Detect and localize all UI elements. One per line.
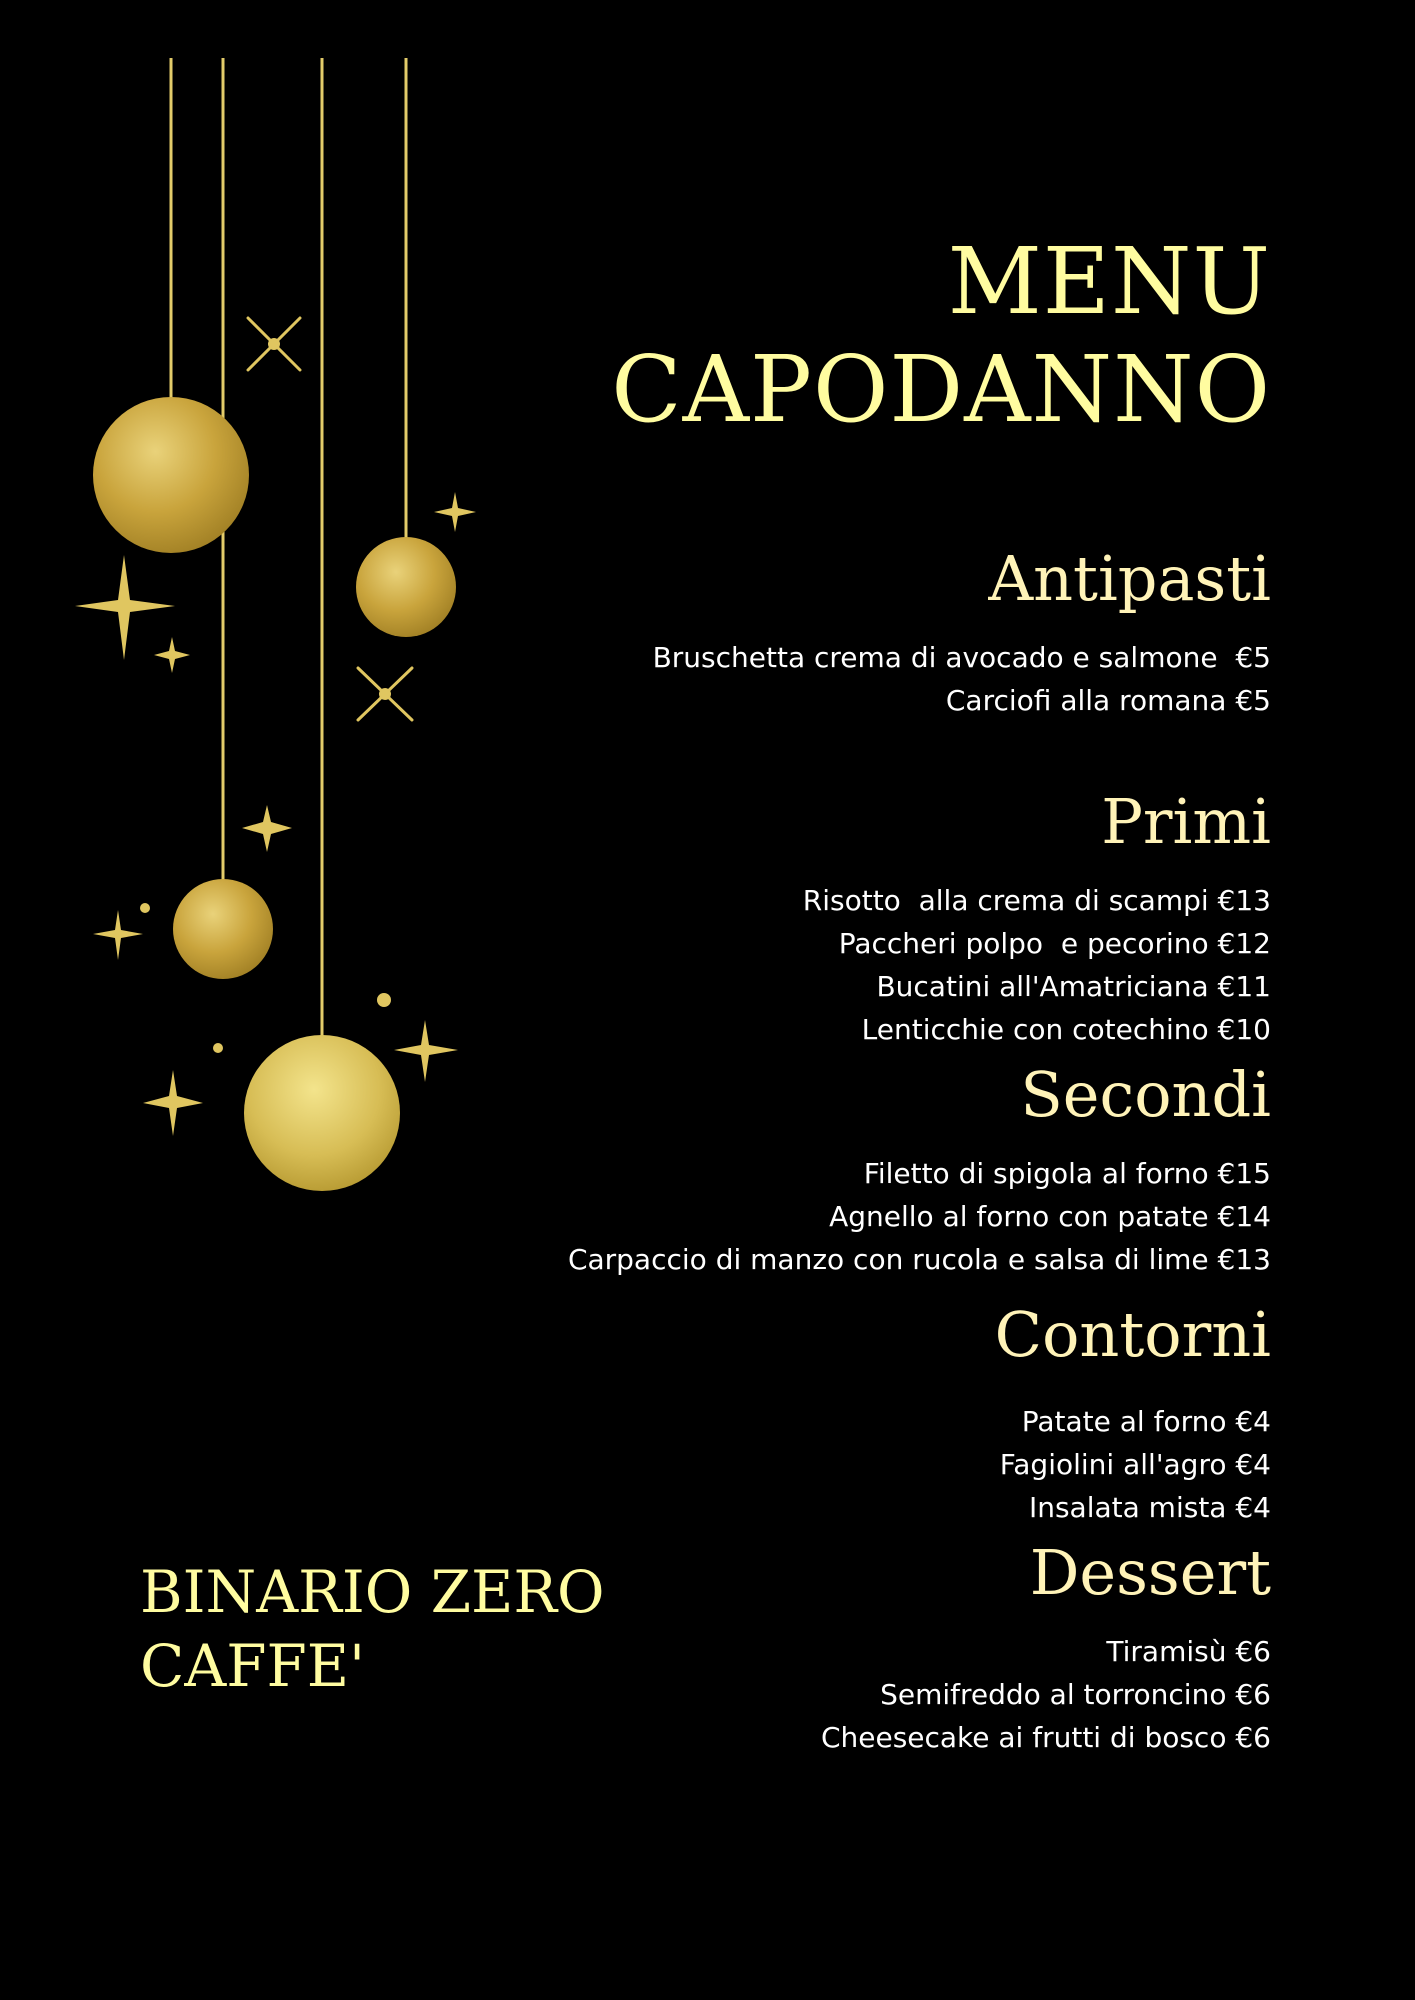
section-heading: Primi [1101,785,1271,858]
brand-line-2: CAFFE' [140,1632,366,1700]
menu-item: Paccheri polpo e pecorino €12 [838,927,1271,960]
menu-item: Bucatini all'Amatriciana €11 [876,970,1271,1003]
menu-item: Semifreddo al torroncino €6 [880,1678,1271,1711]
menu-item: Tiramisù €6 [1106,1635,1271,1668]
menu-item: Agnello al forno con patate €14 [829,1200,1271,1233]
menu-item: Filetto di spigola al forno €15 [863,1157,1271,1190]
menu-item: Bruschetta crema di avocado e salmone €5 [652,641,1271,674]
section-heading: Secondi [1020,1058,1271,1131]
section-antipasti [371,542,1271,722]
menu-item: Cheesecake ai frutti di bosco €6 [820,1721,1271,1754]
section-heading: Dessert [1029,1536,1271,1609]
brand-name [140,1555,605,1703]
section-heading: Antipasti [988,542,1271,615]
brand-line-1: BINARIO ZERO [140,1558,605,1626]
menu-item: Fagiolini all'agro €4 [999,1448,1271,1481]
menu-item: Carpaccio di manzo con rucola e salsa di lime €13 [567,1243,1271,1276]
section-heading: Contorni [994,1298,1271,1371]
section-primi [371,785,1271,1051]
section-secondi [371,1058,1271,1281]
title-line-2: CAPODANNO [611,336,1271,443]
section-contorni [371,1298,1271,1529]
ornament-ball [93,397,249,553]
menu-item: Patate al forno €4 [1021,1405,1271,1438]
menu-item: Carciofi alla romana €5 [945,684,1271,717]
page-title [611,228,1271,444]
menu-item: Lenticchie con cotechino €10 [861,1013,1271,1046]
menu-item: Insalata mista €4 [1028,1491,1271,1524]
menu-item: Risotto alla crema di scampi €13 [802,884,1271,917]
title-line-1: MENU [947,228,1271,335]
ornament-ball [173,879,273,979]
